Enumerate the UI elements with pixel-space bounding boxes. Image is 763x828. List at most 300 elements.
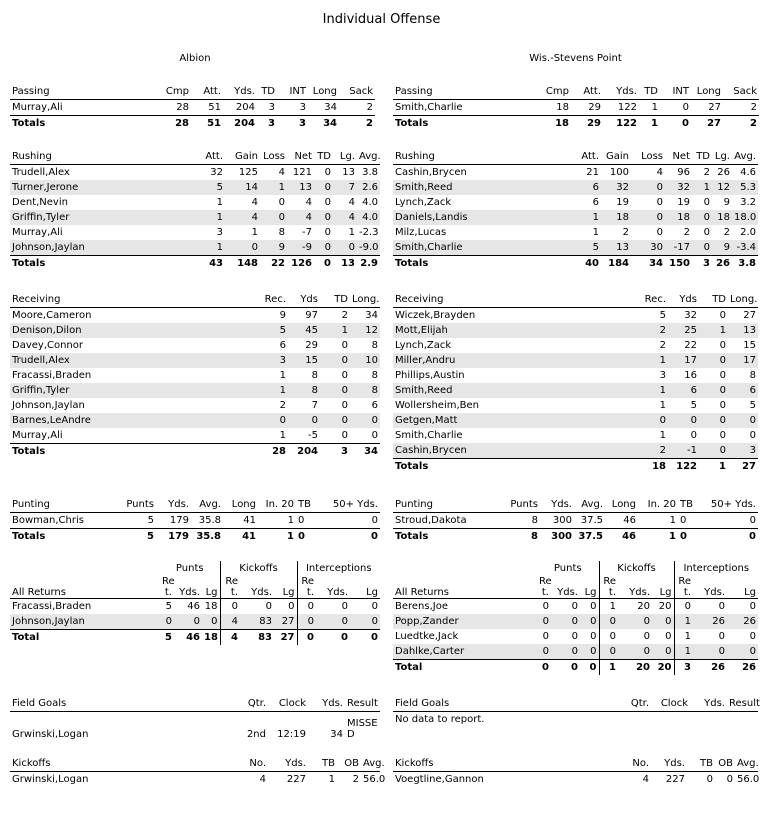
player-name: Smith,Reed (393, 383, 630, 398)
receiving-row (10, 398, 380, 413)
receiving-total-cell: 1 (699, 459, 728, 475)
rushing-cell: 4.6 (740, 167, 756, 178)
returns-cell: 0 (297, 614, 316, 630)
returns-group-header-row (393, 561, 758, 576)
returns-cell: 0 (307, 601, 315, 612)
returns-total-cell: 1 (599, 660, 618, 676)
returns-cell: 0 (537, 644, 551, 660)
rushing-col-7: Avg. (732, 149, 758, 165)
receiving-col-4: Long. (350, 292, 380, 308)
punting-total-cell: 1 (258, 529, 296, 545)
receiving-cell: 0 (630, 413, 668, 428)
player-name: Trudell,Alex (12, 167, 70, 178)
returns-cell: 0 (274, 599, 297, 615)
field_goals-col-2: Clock (268, 696, 308, 712)
returns-total-cell: 27 (274, 630, 297, 646)
rushing-total-cell: 0 (314, 256, 333, 272)
returns-cell: 0 (341, 601, 349, 612)
returns-group-interceptions: Interceptions (683, 563, 750, 574)
rushing-total-cell: 150 (665, 256, 692, 272)
rushing-cell: 3.8 (362, 167, 378, 178)
rushing-cell: 1 (216, 197, 223, 208)
returns-cell: 0 (202, 614, 220, 630)
punting-cell: 35.8 (198, 515, 221, 526)
passing-col-1: Cmp (160, 84, 191, 100)
receiving-row (393, 368, 758, 383)
receiving-table-away (393, 292, 758, 474)
receiving-cell: 0 (350, 413, 380, 428)
receiving-cell: -1 (668, 443, 699, 459)
receiving-cell: 34 (365, 310, 378, 321)
player-name: Popp,Zander (393, 614, 537, 629)
receiving-cell: 1 (699, 323, 728, 338)
receiving-cell: 0 (699, 353, 728, 368)
field_goals-row (10, 712, 380, 741)
punting-total-cell: 0 (296, 529, 329, 545)
rushing-table-home (10, 149, 380, 271)
receiving-row (10, 428, 380, 444)
returns-col-6: Lg (652, 576, 674, 599)
returns-cell: 0 (599, 644, 618, 660)
rushing-col-7: Avg. (357, 149, 380, 165)
punting-total-cell: 0 (707, 529, 758, 545)
rushing-col-4: Net (665, 149, 692, 165)
rushing-cell: -7 (302, 227, 312, 238)
receiving-cell: 8 (288, 383, 320, 398)
player-name: Griffin,Tyler (10, 210, 190, 225)
receiving-col-1: Rec. (630, 292, 668, 308)
returns-cell: 18 (202, 599, 220, 615)
returns-group-kickoffs: Kickoffs (599, 561, 674, 576)
rushing-total-cell: 126 (287, 256, 314, 272)
receiving-col-3: TD (699, 292, 728, 308)
returns-row (393, 614, 758, 629)
returns-cell: 46 (187, 601, 200, 612)
passing-col-7: Sack (723, 84, 759, 100)
returns-col-0: All Returns (393, 576, 537, 599)
totals-label: Total (10, 630, 160, 646)
passing-col-3: Yds. (603, 84, 639, 100)
punting-totals-row (393, 529, 758, 545)
page-title: Individual Offense (322, 12, 441, 27)
receiving-cell: 0 (690, 430, 697, 441)
rushing-table-away (393, 149, 758, 271)
returns-total-cell: 83 (240, 630, 274, 646)
returns-group-spacer (10, 561, 160, 576)
returns-cell: 0 (160, 614, 174, 630)
punting-col-2: Yds. (540, 497, 574, 513)
returns-col-8: Yds. (693, 576, 727, 599)
receiving-cell: 8 (749, 370, 756, 381)
returns-table-home (10, 561, 380, 645)
punting-col-5: In. 20 (258, 497, 296, 513)
receiving-cell: 17 (668, 353, 699, 368)
passing-total-cell: 3 (257, 116, 277, 132)
returns-col-5: Yds. (618, 576, 652, 599)
receiving-cell: 0 (288, 413, 320, 428)
rushing-cell: 2.0 (740, 227, 756, 238)
player-name: Smith,Charlie (395, 430, 463, 441)
rushing-total-cell: 3.8 (732, 256, 758, 272)
rushing-cell: 0 (692, 210, 712, 225)
returns-cell: 0 (542, 631, 549, 642)
passing-col-2: Att. (191, 84, 223, 100)
kickoffs-cell: 4 (642, 774, 649, 785)
player-name: Denison,Dilon (10, 323, 250, 338)
player-name: Luedtke,Jack (395, 631, 459, 642)
returns-total-cell: 0 (350, 630, 380, 646)
returns-cell: 0 (618, 644, 652, 660)
receiving-cell: 5 (250, 323, 288, 338)
returns-total-cell: 46 (174, 630, 202, 646)
returns-cell: 0 (571, 601, 578, 612)
rushing-col-4: Net (287, 149, 314, 165)
passing-total-cell: 0 (660, 116, 691, 132)
rushing-cell: 2 (723, 227, 730, 238)
passing-total-cell: 18 (538, 116, 571, 132)
receiving-cell: 3 (659, 370, 666, 381)
returns-cell: 0 (718, 631, 726, 642)
player-name: Miller,Andru (393, 353, 630, 368)
rushing-cell: 18 (601, 210, 631, 225)
punting-col-4: Long (223, 497, 258, 513)
punting-col-3: Avg. (574, 497, 605, 513)
returns-col-2: Yds. (551, 576, 580, 599)
returns-header-row (10, 576, 380, 599)
returns-row (393, 599, 758, 615)
punting-col-1: Punts (124, 497, 156, 513)
passing-col-3: Yds. (223, 84, 257, 100)
receiving-cell: 3 (250, 353, 288, 368)
passing-col-4: TD (257, 84, 277, 100)
punting-total-cell: 8 (507, 529, 540, 545)
rushing-cell: 4 (656, 167, 663, 178)
receiving-cell: 1 (279, 430, 286, 441)
rushing-cell: 1 (251, 227, 258, 238)
kickoffs-cell: 56.0 (363, 774, 386, 785)
punting-table-away (393, 497, 758, 544)
rushing-row (393, 210, 758, 225)
field_goals-section-home (10, 696, 380, 740)
punting-cell: 179 (169, 515, 189, 526)
punting-header-row (10, 497, 380, 513)
rushing-cell: 32 (601, 180, 631, 195)
field_goals-header-row (10, 696, 380, 712)
field_goals-col-0: Field Goals (10, 696, 228, 712)
kickoffs-header-row (10, 756, 380, 772)
kickoffs-cell: 1 (328, 774, 335, 785)
rushing-total-cell: 22 (260, 256, 287, 272)
rushing-total-cell: 43 (190, 256, 225, 272)
kickoffs-section-away (393, 756, 758, 787)
punting-col-7: 50+ Yds. (329, 497, 380, 513)
player-name: Moore,Cameron (12, 310, 92, 321)
receiving-row (10, 368, 380, 383)
receiving-totals-row (393, 459, 758, 475)
kickoffs-col-4: OB (715, 756, 735, 772)
player-name: Milz,Lucas (395, 227, 447, 238)
punting-col-4: Long (605, 497, 638, 513)
rushing-header-row (393, 149, 758, 165)
receiving-cell: 12 (350, 323, 380, 338)
passing-cell: 204 (235, 102, 255, 113)
rushing-cell: 1 (190, 240, 225, 256)
returns-cell: 0 (537, 614, 551, 629)
player-name: Turner,Jerone (10, 180, 190, 195)
rushing-cell: 1 (190, 210, 225, 225)
team-name-away: Wis.-Stevens Point (529, 53, 622, 64)
totals-label: Totals (10, 116, 160, 132)
returns-cell: 0 (599, 614, 618, 629)
totals-label: Totals (10, 256, 190, 272)
passing-cell: 1 (651, 102, 658, 113)
field_goals-table-home (10, 696, 380, 740)
receiving-col-2: Yds (288, 292, 320, 308)
passing-header-row (10, 84, 375, 100)
field_goals-header-row (393, 696, 758, 712)
returns-cell: 0 (350, 614, 380, 630)
punting-table-home (10, 497, 380, 544)
receiving-cell: -5 (308, 430, 318, 441)
passing-cell: 29 (588, 102, 601, 113)
punting-col-2: Yds. (156, 497, 191, 513)
receiving-total-cell: 27 (728, 459, 758, 475)
rushing-cell: 0 (314, 210, 333, 225)
rushing-col-6: Lg. (712, 149, 732, 165)
field_goals-cell: 12:19 (277, 729, 306, 740)
rushing-cell: 1 (260, 180, 287, 195)
rushing-row (393, 225, 758, 240)
returns-table-away (393, 561, 758, 675)
rushing-cell: 9 (712, 240, 732, 256)
receiving-cell: 0 (719, 430, 726, 441)
rushing-cell: 18 (712, 210, 732, 225)
passing-col-6: Long (691, 84, 723, 100)
kickoffs-cell: 56.0 (737, 774, 760, 785)
totals-label: Totals (393, 529, 507, 545)
returns-cell: 0 (693, 644, 727, 660)
returns-total-cell: 20 (652, 660, 674, 676)
receiving-row (10, 308, 380, 324)
returns-cell: 0 (265, 601, 273, 612)
receiving-cell: 6 (728, 383, 758, 398)
receiving-cell: 8 (371, 370, 378, 381)
rushing-cell: 4 (287, 210, 314, 225)
player-name: Bowman,Chris (12, 515, 84, 526)
player-name: Fracassi,Braden (12, 370, 92, 381)
rushing-cell: 21 (586, 167, 599, 178)
returns-cell: 0 (652, 644, 674, 660)
passing-cell: 3 (299, 102, 306, 113)
returns-col-2: Yds. (174, 576, 202, 599)
passing-col-0: Passing (393, 84, 538, 100)
returns-total-cell: 20 (618, 660, 652, 676)
rushing-col-1: Att. (190, 149, 225, 165)
rushing-cell: 0 (703, 227, 710, 238)
rushing-cell: 0 (692, 240, 712, 256)
rushing-row (10, 225, 380, 240)
receiving-col-4: Long. (728, 292, 758, 308)
receiving-cell: 1 (659, 400, 666, 411)
passing-cell: 34 (324, 102, 337, 113)
kickoffs-row (10, 772, 380, 788)
returns-row (10, 614, 380, 630)
receiving-cell: 2 (341, 310, 348, 321)
totals-label: Totals (10, 529, 124, 545)
punting-header-row (393, 497, 758, 513)
receiving-cell: 0 (320, 353, 350, 368)
receiving-cell: 5 (690, 400, 697, 411)
passing-cell: 2 (750, 102, 757, 113)
returns-cell: 0 (609, 631, 617, 642)
returns-cell: 0 (580, 644, 599, 660)
receiving-row (393, 383, 758, 398)
passing-totals-row (393, 116, 759, 132)
receiving-col-3: TD (320, 292, 350, 308)
receiving-cell: 1 (659, 430, 666, 441)
receiving-cell: 6 (279, 340, 286, 351)
returns-total-cell: 0 (537, 660, 551, 676)
passing-total-cell: 51 (191, 116, 223, 132)
receiving-cell: 97 (305, 310, 318, 321)
receiving-cell: 8 (311, 370, 318, 381)
player-name: Murray,Ali (12, 430, 63, 441)
rushing-cell: 4 (348, 197, 355, 208)
punting-cell: 37.5 (580, 515, 603, 526)
rushing-row (10, 240, 380, 256)
rushing-cell: 18.0 (734, 212, 757, 223)
returns-group-punts: Punts (160, 561, 220, 576)
receiving-cell: 0 (668, 413, 699, 428)
rushing-col-0: Rushing (393, 149, 569, 165)
field_goals-section-away (393, 696, 758, 727)
rushing-cell: 4 (305, 197, 312, 208)
returns-row (10, 599, 380, 615)
returns-cell: 0 (749, 601, 757, 612)
rushing-total-cell: 26 (712, 256, 732, 272)
receiving-col-1: Rec. (250, 292, 288, 308)
receiving-row (393, 323, 758, 338)
receiving-cell: 5 (659, 310, 666, 321)
totals-label: Totals (393, 459, 630, 475)
rushing-cell: 0 (324, 167, 331, 178)
player-name: Griffin,Tyler (10, 383, 250, 398)
receiving-row (393, 353, 758, 368)
player-name: Smith,Charlie (393, 240, 569, 256)
returns-group-punts: Punts (537, 561, 599, 576)
receiving-total-cell: 122 (668, 459, 699, 475)
player-name: Mott,Elijah (393, 323, 630, 338)
receiving-cell: 15 (743, 340, 756, 351)
returns-cell: 0 (684, 601, 692, 612)
receiving-cell: 0 (341, 400, 348, 411)
returns-cell: 0 (174, 614, 202, 630)
player-name: Fracassi,Braden (12, 601, 92, 612)
totals-label: Total (393, 660, 537, 676)
punting-col-0: Punting (10, 497, 124, 513)
receiving-cell: 1 (250, 383, 288, 398)
punting-cell: 8 (531, 515, 538, 526)
rushing-total-cell: 13 (333, 256, 357, 272)
passing-col-2: Att. (571, 84, 603, 100)
receiving-cell: 0 (341, 430, 348, 441)
kickoffs-col-1: No. (608, 756, 651, 772)
kickoffs-col-5: Avg. (735, 756, 758, 772)
rushing-cell: 9 (260, 240, 287, 256)
team-name-home: Albion (179, 53, 211, 64)
returns-cell: 1 (684, 631, 692, 642)
rushing-cell: 18 (665, 210, 692, 225)
rushing-cell: 3.2 (740, 197, 756, 208)
punting-total-cell: 5 (124, 529, 156, 545)
rushing-cell: -2.3 (359, 227, 379, 238)
punting-total-cell: 1 (638, 529, 678, 545)
receiving-section-away (393, 292, 758, 474)
receiving-row (393, 413, 758, 428)
returns-col-7: Re t. (674, 576, 693, 599)
receiving-section-home (10, 292, 380, 459)
rushing-row (393, 240, 758, 256)
receiving-cell: 1 (630, 383, 668, 398)
returns-row (393, 644, 758, 660)
field_goals-cell: 34 (330, 729, 343, 740)
returns-total-cell: 0 (297, 630, 316, 646)
receiving-cell: 8 (371, 340, 378, 351)
punting-section-away (393, 497, 758, 544)
field_goals-col-3: Yds. (308, 696, 345, 712)
rushing-cell: 30 (631, 240, 665, 256)
receiving-cell: 0 (719, 340, 726, 351)
rushing-cell: 2 (703, 167, 710, 178)
passing-total-cell: 27 (691, 116, 723, 132)
receiving-cell: 1 (320, 323, 350, 338)
player-name: Smith,Charlie (395, 102, 463, 113)
returns-cell: 20 (652, 599, 674, 615)
player-name: Getgen,Matt (393, 413, 630, 428)
rushing-row (10, 210, 380, 225)
punting-total-cell: 37.5 (574, 529, 605, 545)
kickoffs-col-2: Yds. (651, 756, 687, 772)
rushing-cell: -9.0 (357, 240, 380, 256)
rushing-cell: -9 (287, 240, 314, 256)
rushing-cell: 13 (342, 167, 355, 178)
returns-header-row (393, 576, 758, 599)
rushing-cell: 100 (609, 167, 629, 178)
rushing-cell: 2 (622, 227, 629, 238)
receiving-cell: 2 (630, 443, 668, 459)
receiving-cell: 29 (305, 340, 318, 351)
kickoffs-table-home (10, 756, 386, 787)
player-name: Dahlke,Carter (393, 644, 537, 660)
receiving-cell: 0 (728, 413, 758, 428)
receiving-cell: 10 (350, 353, 380, 368)
punting-col-6: TB (678, 497, 707, 513)
punting-cell: 1 (669, 515, 676, 526)
player-name: Johnson,Jaylan (12, 400, 85, 411)
field_goals-col-4: Result (345, 696, 380, 712)
player-name: Cashin,Brycen (393, 443, 630, 459)
returns-cell: 1 (609, 601, 617, 612)
kickoffs-cell: 2 (352, 774, 359, 785)
passing-total-cell: 34 (308, 116, 339, 132)
rushing-cell: 1 (569, 210, 601, 225)
passing-section-home (10, 84, 375, 131)
player-name: Davey,Connor (12, 340, 84, 351)
rushing-cell: 32 (210, 167, 223, 178)
player-name: Wollersheim,Ben (395, 400, 479, 411)
player-name: Johnson,Jaylan (10, 614, 160, 630)
passing-total-cell: 2 (339, 116, 375, 132)
